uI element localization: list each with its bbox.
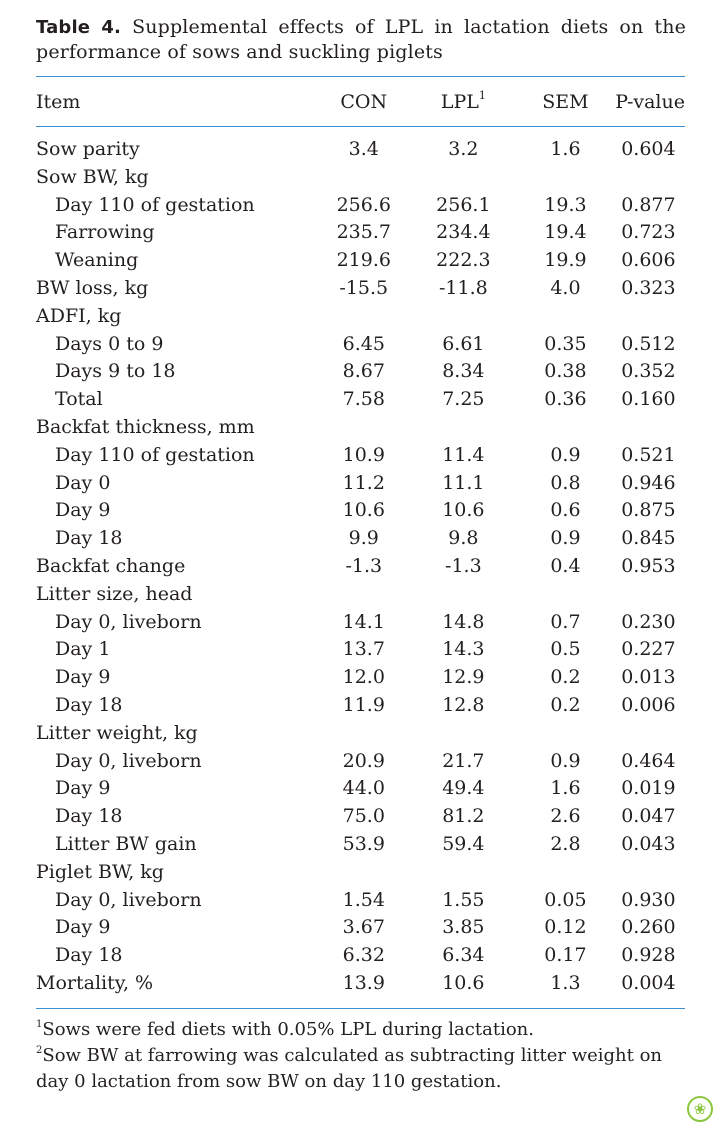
cell-item: Day 0, liveborn [55, 888, 202, 911]
cell-lpl: 14.3 [442, 638, 485, 661]
cell-sem: 19.4 [544, 221, 587, 244]
cell-p-value: 0.352 [621, 360, 676, 383]
table-row [36, 386, 685, 414]
cell-p-value: 0.875 [621, 499, 676, 522]
cell-sem: 0.38 [544, 360, 587, 383]
footnote-1 [36, 1017, 696, 1043]
cell-item: BW loss, kg [36, 276, 149, 299]
cell-item: Day 0, liveborn [55, 610, 202, 633]
cell-item: Day 18 [55, 527, 123, 550]
cell-p-value: 0.323 [621, 276, 676, 299]
cell-lpl: -1.3 [445, 554, 482, 577]
cell-lpl: 49.4 [442, 777, 485, 800]
table-row [36, 914, 685, 942]
table-row [36, 664, 685, 692]
table-caption [36, 15, 686, 65]
cell-p-value [615, 859, 685, 887]
cell-con [316, 414, 411, 442]
cell-lpl [411, 303, 516, 331]
cell-lpl [411, 720, 516, 748]
cell-lpl [411, 164, 516, 192]
cell-p-value: 0.227 [621, 638, 676, 661]
cell-p-value: 0.019 [621, 777, 676, 800]
cell-p-value: 0.946 [621, 471, 676, 494]
footnote-2-mark: 2 [36, 1045, 43, 1056]
cell-sem [516, 859, 616, 887]
table-row [36, 442, 685, 470]
cell-con: 13.7 [342, 638, 385, 661]
cell-p-value: 0.260 [621, 916, 676, 939]
cell-p-value [615, 414, 685, 442]
cell-con: 3.67 [342, 916, 385, 939]
cell-item: Days 9 to 18 [55, 360, 176, 383]
cell-sem: 1.6 [550, 138, 581, 160]
cell-item: Weaning [55, 249, 139, 272]
cell-sem [516, 720, 616, 748]
table-row [36, 970, 685, 998]
cell-p-value: 0.006 [621, 693, 676, 716]
cell-sem [516, 164, 616, 192]
cell-lpl: 222.3 [436, 249, 491, 272]
cell-sem: 19.9 [544, 249, 587, 272]
cell-con: 7.58 [342, 388, 385, 411]
cell-lpl: 234.4 [436, 221, 491, 244]
cell-lpl: 10.6 [442, 499, 485, 522]
cell-sem: 0.8 [550, 471, 581, 494]
cell-item: ADFI, kg [36, 304, 122, 327]
table-row [36, 887, 685, 915]
cell-lpl: 81.2 [442, 805, 485, 828]
cell-p-value: 0.013 [621, 666, 676, 689]
cell-con: 219.6 [336, 249, 391, 272]
cell-sem [516, 414, 616, 442]
top-rule [36, 76, 685, 77]
cell-item: Day 110 of gestation [55, 443, 255, 466]
bottom-rule [36, 1008, 685, 1009]
cell-sem: 0.6 [550, 499, 581, 522]
header-item: Item [36, 91, 81, 113]
header-spacer [36, 116, 685, 136]
cell-lpl: 3.2 [448, 138, 479, 160]
table-row [36, 275, 685, 303]
cell-p-value: 0.877 [621, 193, 676, 216]
table-row [36, 331, 685, 359]
cell-sem: 2.6 [550, 805, 581, 828]
cell-item: Day 9 [55, 916, 111, 939]
cell-lpl [411, 859, 516, 887]
cell-sem: 0.17 [544, 944, 587, 967]
table-row [36, 748, 685, 776]
cell-item: Sow parity [36, 138, 140, 160]
cell-lpl: 12.8 [442, 693, 485, 716]
cell-item: Piglet BW, kg [36, 860, 164, 883]
cell-con: 11.2 [342, 471, 385, 494]
table-row [36, 192, 685, 220]
cell-con: 11.9 [342, 693, 385, 716]
table-row [36, 358, 685, 386]
cell-item: Day 0 [55, 471, 111, 494]
cell-sem: 0.9 [550, 527, 581, 550]
table-row [36, 414, 685, 442]
cell-lpl [411, 414, 516, 442]
cell-lpl: -11.8 [439, 276, 488, 299]
cell-p-value: 0.604 [621, 138, 676, 160]
cell-lpl: 11.4 [442, 443, 485, 466]
cell-p-value: 0.723 [621, 221, 676, 244]
cell-item: Litter weight, kg [36, 721, 198, 744]
table-row [36, 720, 685, 748]
cell-lpl: 9.8 [448, 527, 479, 550]
cell-item: Mortality, % [36, 971, 154, 994]
cell-item: Total [55, 388, 103, 411]
cell-lpl: 3.85 [442, 916, 485, 939]
cell-con [316, 581, 411, 609]
table-row [36, 581, 685, 609]
table-row [36, 219, 685, 247]
cell-lpl: 6.61 [442, 332, 485, 355]
table-row [36, 164, 685, 192]
cell-sem: 0.9 [550, 443, 581, 466]
cell-item: Day 110 of gestation [55, 193, 255, 216]
cell-p-value: 0.043 [621, 832, 676, 855]
header-con: CON [340, 91, 388, 113]
cell-item: Day 9 [55, 777, 111, 800]
cell-item: Farrowing [55, 221, 155, 244]
cell-item: Day 18 [55, 805, 123, 828]
data-table [36, 88, 685, 998]
table-label: Table 4. [36, 17, 122, 38]
cell-sem: 4.0 [550, 276, 581, 299]
cell-con: 8.67 [342, 360, 385, 383]
header-lpl-footnote-mark: 1 [478, 89, 486, 102]
cell-con: 13.9 [342, 971, 385, 994]
cell-p-value: 0.521 [621, 443, 676, 466]
cell-lpl: 21.7 [442, 749, 485, 772]
cell-p-value: 0.004 [621, 971, 676, 994]
cell-con: 1.54 [342, 888, 385, 911]
cell-p-value [615, 164, 685, 192]
cell-con: 6.45 [342, 332, 385, 355]
footnote-2 [36, 1043, 696, 1094]
cell-item: Backfat change [36, 554, 186, 577]
cell-p-value: 0.953 [621, 554, 676, 577]
footnote-2-text: Sow BW at farrowing was calculated as subtracting litter weight on day 0 lactation from sow BW on day 110 gestation. [36, 1045, 663, 1092]
cell-sem: 0.7 [550, 610, 581, 633]
table-row [36, 831, 685, 859]
table-row [36, 609, 685, 637]
cell-sem: 0.05 [544, 888, 587, 911]
cell-lpl: 11.1 [442, 471, 485, 494]
cell-con: -15.5 [339, 276, 389, 299]
cell-p-value: 0.464 [621, 749, 676, 772]
cell-sem [516, 303, 616, 331]
cell-sem: 2.8 [550, 832, 581, 855]
cell-p-value [615, 581, 685, 609]
table-row [36, 303, 685, 331]
cell-sem: 0.5 [550, 638, 581, 661]
cell-item: Litter size, head [36, 582, 193, 605]
cell-sem: 1.6 [550, 777, 581, 800]
table-row [36, 247, 685, 275]
cell-lpl: 1.55 [442, 888, 485, 911]
table-row [36, 470, 685, 498]
cell-lpl: 12.9 [442, 666, 485, 689]
cell-item: Days 0 to 9 [55, 332, 164, 355]
table-row [36, 775, 685, 803]
cell-p-value: 0.230 [621, 610, 676, 633]
cell-item: Day 9 [55, 499, 111, 522]
cell-lpl: 59.4 [442, 832, 485, 855]
cell-con [316, 720, 411, 748]
cell-item: Day 18 [55, 693, 123, 716]
cell-lpl: 14.8 [442, 610, 485, 633]
cell-sem [516, 581, 616, 609]
table-row [36, 942, 685, 970]
cell-item: Day 1 [55, 638, 111, 661]
cell-con: 235.7 [336, 221, 391, 244]
header-sem: SEM [542, 91, 589, 113]
cell-sem: 0.2 [550, 693, 581, 716]
header-lpl [411, 88, 516, 116]
cell-p-value: 0.928 [621, 944, 676, 967]
cell-con: 53.9 [342, 832, 385, 855]
header-p-value: P-value [615, 91, 685, 113]
cell-p-value: 0.160 [621, 388, 676, 411]
table-row [36, 636, 685, 664]
leaf-icon: ❀ [687, 1096, 713, 1122]
cell-lpl: 8.34 [442, 360, 485, 383]
cell-sem: 0.2 [550, 666, 581, 689]
cell-con: 256.6 [336, 193, 391, 216]
cell-sem: 0.9 [550, 749, 581, 772]
cell-item: Litter BW gain [55, 832, 197, 855]
cell-item: Sow BW, kg [36, 165, 149, 188]
cell-con: 44.0 [342, 777, 385, 800]
cell-con [316, 859, 411, 887]
footnote-1-text: Sows were fed diets with 0.05% LPL during lactation. [42, 1019, 534, 1040]
cell-sem: 1.3 [550, 971, 581, 994]
cell-con: 10.9 [342, 443, 385, 466]
cell-sem: 0.36 [544, 388, 587, 411]
cell-con: 12.0 [342, 666, 385, 689]
cell-item: Day 9 [55, 666, 111, 689]
table-row [36, 859, 685, 887]
cell-con: 75.0 [342, 805, 385, 828]
cell-sem: 0.12 [544, 916, 587, 939]
table-row [36, 525, 685, 553]
cell-con: 14.1 [342, 610, 385, 633]
cell-sem: 0.35 [544, 332, 587, 355]
footnote-1-mark: 1 [36, 1019, 43, 1030]
table-row [36, 692, 685, 720]
table-row [36, 497, 685, 525]
cell-con: -1.3 [345, 554, 383, 577]
cell-p-value: 0.930 [621, 888, 676, 911]
cell-p-value: 0.606 [621, 249, 676, 272]
cell-con: 9.9 [348, 527, 379, 550]
cell-sem: 0.4 [550, 554, 581, 577]
cell-lpl: 7.25 [442, 388, 485, 411]
table-row [36, 803, 685, 831]
cell-lpl: 10.6 [442, 971, 485, 994]
cell-con: 10.6 [342, 499, 385, 522]
cell-sem: 19.3 [544, 193, 587, 216]
cell-item: Backfat thickness, mm [36, 415, 255, 438]
cell-p-value: 0.845 [621, 527, 676, 550]
cell-lpl: 256.1 [436, 193, 491, 216]
cell-lpl: 6.34 [442, 944, 485, 967]
cell-con [316, 303, 411, 331]
table-row [36, 136, 685, 164]
cell-p-value [615, 720, 685, 748]
cell-p-value [615, 303, 685, 331]
cell-con [316, 164, 411, 192]
table-row [36, 553, 685, 581]
cell-con: 3.4 [348, 138, 379, 160]
header-row [36, 88, 685, 116]
cell-item: Day 18 [55, 944, 123, 967]
cell-con: 6.32 [342, 944, 385, 967]
header-lpl-label: LPL [440, 91, 479, 113]
cell-p-value: 0.512 [621, 332, 676, 355]
table-body [36, 116, 685, 998]
cell-p-value: 0.047 [621, 805, 676, 828]
cell-lpl [411, 581, 516, 609]
cell-item: Day 0, liveborn [55, 749, 202, 772]
table-title: Supplemental effects of LPL in lactation diets on the performance of sows and suckling piglets [36, 16, 686, 63]
cell-con: 20.9 [342, 749, 385, 772]
